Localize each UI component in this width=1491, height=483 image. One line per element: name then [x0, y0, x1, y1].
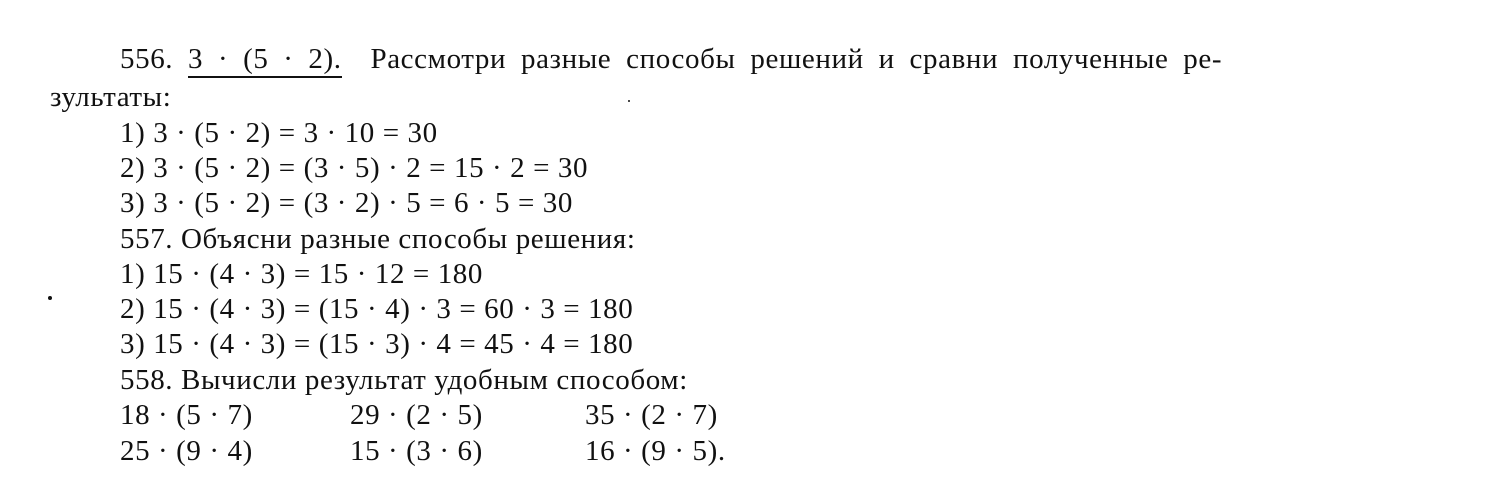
- exercise-556-line2: зультаты:: [50, 81, 172, 113]
- exercise-556-number: 556.: [120, 43, 174, 75]
- exercise-558-task-2: 29 · (2 · 5): [350, 399, 483, 431]
- exercise-557-solution-1: 1) 15 · (4 · 3) = 15 · 12 = 180: [120, 258, 484, 290]
- exercise-558-row-1: [120, 398, 880, 432]
- exercise-556-solution-2: 2) 3 · (5 · 2) = (3 · 5) · 2 = 15 · 2 = 30: [120, 152, 589, 184]
- exercise-556-text-line1: Рассмотри разные способы решений и сравни полученные ре-: [370, 43, 1223, 75]
- exercise-558-task-4: 25 · (9 · 4): [120, 435, 253, 467]
- exercise-558-title: 558. Вычисли результат удобным способом:: [120, 364, 688, 396]
- exercise-556-solution-3: 3) 3 · (5 · 2) = (3 · 2) · 5 = 6 · 5 = 30: [120, 187, 573, 219]
- scan-speck: [628, 100, 630, 102]
- exercise-557-solution-2: 2) 15 · (4 · 3) = (15 · 4) · 3 = 60 · 3 = 180: [120, 293, 634, 325]
- exercise-557-title: 557. Объясни разные способы решения:: [120, 223, 636, 255]
- exercise-556-solution-1: 1) 3 · (5 · 2) = 3 · 10 = 30: [120, 117, 438, 149]
- exercise-556-line1: [120, 42, 1420, 76]
- exercise-556-expression: 3 · (5 · 2).: [188, 43, 342, 78]
- exercise-558-task-5: 15 · (3 · 6): [350, 435, 483, 467]
- exercise-558-task-3: 35 · (2 · 7): [585, 399, 718, 431]
- exercise-558-row-2: [120, 434, 880, 468]
- scan-speck: [48, 296, 52, 300]
- exercise-558-task-6: 16 · (9 · 5).: [585, 435, 726, 467]
- exercise-558-task-1: 18 · (5 · 7): [120, 399, 253, 431]
- exercise-557-solution-3: 3) 15 · (4 · 3) = (15 · 3) · 4 = 45 · 4 = 180: [120, 328, 634, 360]
